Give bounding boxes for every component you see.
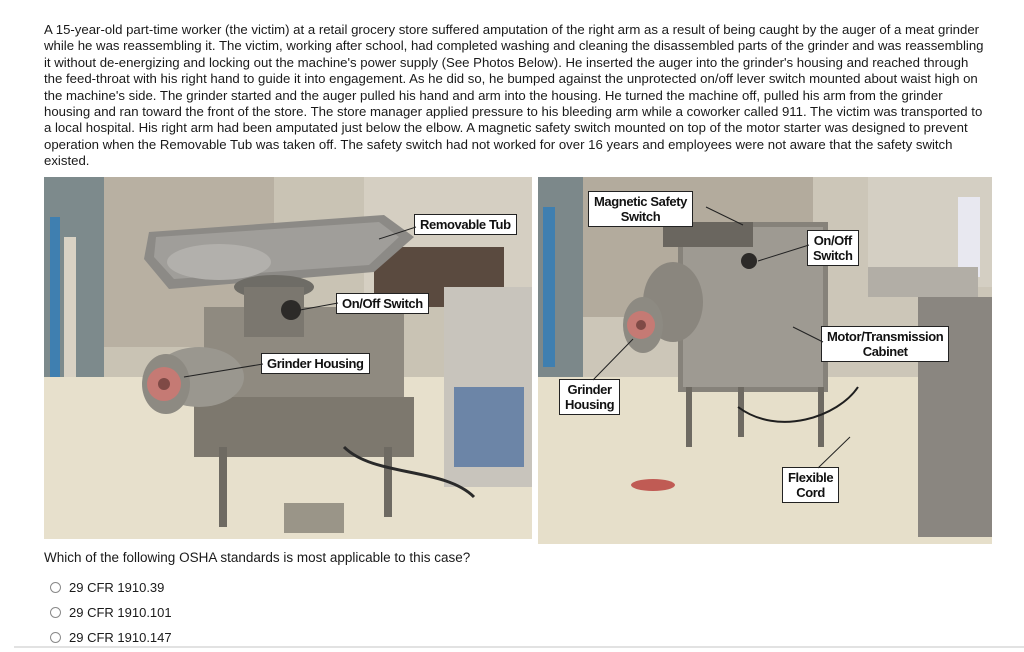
motor-transmission-cabinet-label-line1: Motor/Transmission [827, 329, 944, 344]
on-off-switch-right-label-line1: On/Off [813, 233, 852, 248]
radio-button[interactable] [50, 632, 61, 643]
answer-options [50, 575, 172, 650]
left-callout-lines [44, 177, 532, 539]
answer-option-label: 29 CFR 1910.147 [69, 630, 172, 645]
case-description: A 15-year-old part-time worker (the victim) at a retail grocery store suffered amputation of the right arm as a result of being caught by the auger of a meat grinder while he was reassembling it. The victim, working after school, had completed washing and cleaning the disassembled parts of the grinder and was reassembling it without de-energizing and locking out the machine's power supply (See Photos Below). He inserted the auger into the grinder's housing and reached through the feed-throat with his right hand to guide it into engagement. As he did so, he bumped against the unprotected on/off lever switch mounted about waist high on the machine's side. The grinder started and the auger pulled his hand and arm into the housing. He turned the machine off, pulled his arm from the grinder housing and ran toward the front of the store. The store manager applied pressure to his bleeding arm while a coworker called 911. The victim was transported to a local hospital. His right arm had been amputated just below the elbow. A magnetic safety switch mounted on top of the motor starter was designed to prevent operation when the Removable Tub was taken off. The safety switch had not worked for over 16 years and employees were not aware that the safety switch existed. [44, 22, 984, 169]
grinder-housing-right-label-line1: Grinder [567, 382, 612, 397]
on-off-switch-label-text: On/Off Switch [342, 296, 423, 311]
grinder-housing-right-label-line2: Housing [565, 397, 615, 412]
right-photo [538, 177, 992, 544]
magnetic-safety-switch-label-line2: Switch [620, 209, 661, 224]
bottom-divider [14, 646, 1024, 648]
answer-option-label: 29 CFR 1910.39 [69, 580, 165, 595]
radio-button[interactable] [50, 582, 61, 593]
left-photo [44, 177, 532, 539]
answer-option[interactable] [50, 575, 172, 600]
magnetic-safety-switch-label-line1: Magnetic Safety [594, 194, 687, 209]
top-border [0, 0, 1024, 8]
on-off-switch-right-label-line2: Switch [813, 248, 853, 263]
answer-option[interactable] [50, 600, 172, 625]
question-text: Which of the following OSHA standards is most applicable to this case? [44, 550, 471, 565]
answer-option-label: 29 CFR 1910.101 [69, 605, 172, 620]
grinder-housing-label-text: Grinder Housing [267, 356, 364, 371]
motor-transmission-cabinet-label-line2: Cabinet [862, 344, 908, 359]
radio-button[interactable] [50, 607, 61, 618]
flexible-cord-label-line2: Cord [796, 485, 825, 500]
right-callout-lines [538, 177, 992, 544]
removable-tub-label-text: Removable Tub [420, 217, 511, 232]
flexible-cord-label-line1: Flexible [788, 470, 834, 485]
